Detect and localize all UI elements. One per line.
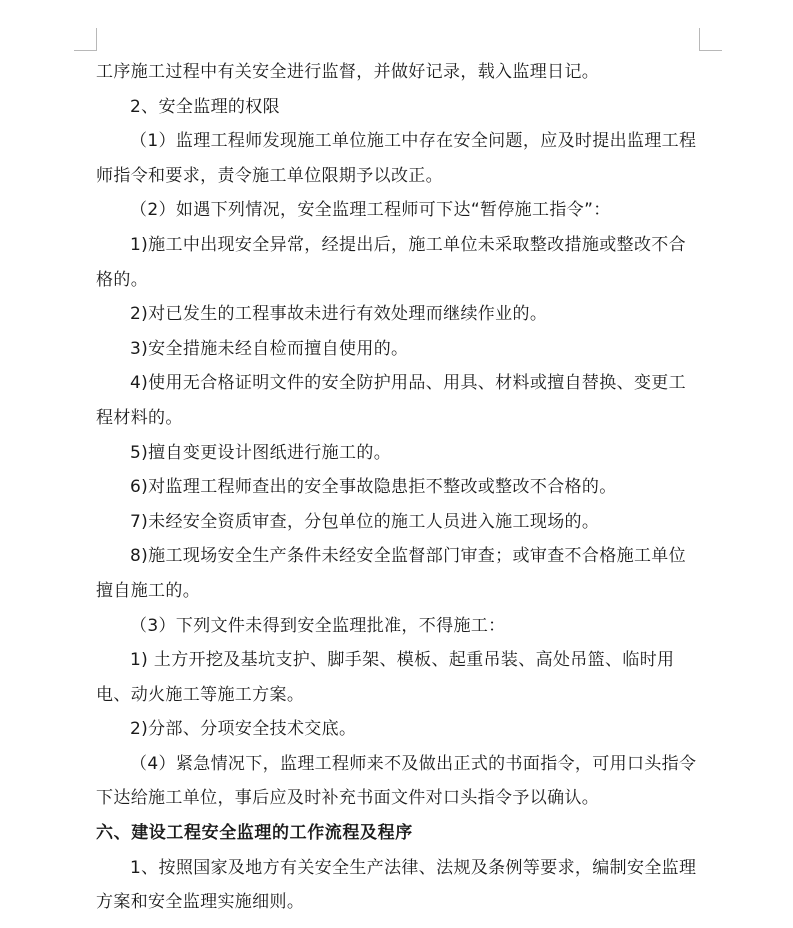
paragraph: 1)施工中出现安全异常，经提出后，施工单位未采取整改措施或整改不合格的。: [96, 234, 686, 290]
paragraph: （1）监理工程师发现施工单位施工中存在安全问题，应及时提出监理工程师指令和要求，责令施工单位限期予以改正。: [96, 131, 697, 186]
paragraph: （4）紧急情况下，监理工程师来不及做出正式的书面指令，可用口头指令下达给施工单位，事后应及时补充书面文件对口头指令予以确认。: [96, 753, 697, 809]
paragraph: （2）如遇下列情况，安全监理工程师可下达“暂停施工指令”：: [130, 200, 611, 221]
paragraph: 1、按照国家及地方有关安全生产法律、法规及条例等要求，编制安全监理方案和安全监理实施细则。: [96, 857, 697, 913]
paragraph: 5)擅自变更设计图纸进行施工的。: [130, 442, 392, 463]
crop-mark-top-left: [74, 28, 97, 51]
document-body[interactable]: [96, 55, 702, 920]
paragraph: 1) 土方开挖及基坑支护、脚手架、模板、起重吊装、高处吊篮、临时用电、动火施工等施工方案。: [96, 650, 675, 705]
paragraph: （3）下列文件未得到安全监理批准，不得施工：: [130, 615, 506, 636]
paragraph: 4)使用无合格证明文件的安全防护用品、用具、材料或擅自替换、变更工程材料的。: [96, 373, 686, 428]
paragraph: 3)安全措施未经自检而擅自使用的。: [130, 338, 409, 359]
paragraph: 7)未经安全资质审查，分包单位的施工人员进入施工现场的。: [130, 511, 600, 532]
paragraph: 2)分部、分项安全技术交底。: [130, 719, 357, 740]
crop-mark-top-right: [699, 28, 722, 51]
paragraph: 8)施工现场安全生产条件未经安全监督部门审查；或审查不合格施工单位擅自施工的。: [96, 546, 686, 601]
section-heading: 六、建设工程安全监理的工作流程及程序: [96, 823, 413, 844]
paragraph: 工序施工过程中有关安全进行监督，并做好记录，载入监理日记。: [96, 62, 600, 82]
paragraph: 6)对监理工程师查出的安全事故隐患拒不整改或整改不合格的。: [130, 477, 617, 498]
paragraph: 2)对已发生的工程事故未进行有效处理而继续作业的。: [130, 304, 548, 325]
paragraph: 2、安全监理的权限: [130, 96, 280, 117]
